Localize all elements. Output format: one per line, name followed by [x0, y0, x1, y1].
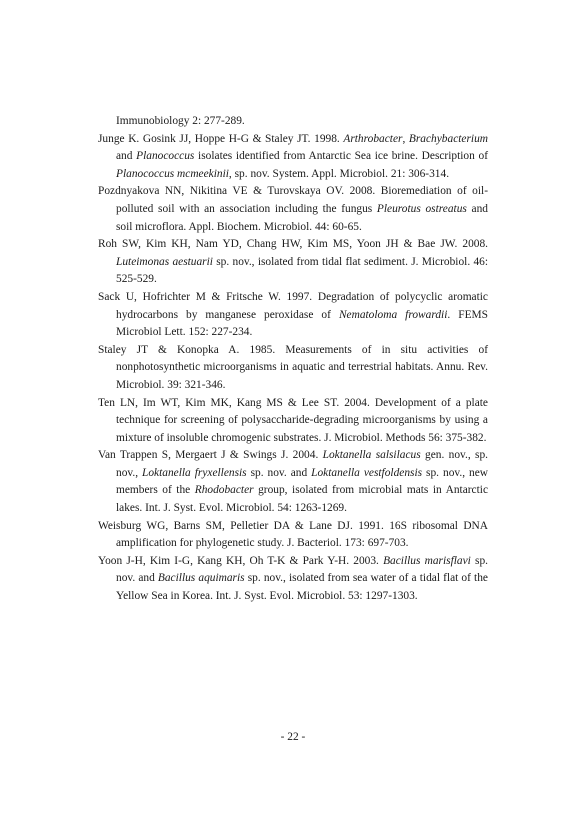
taxon-name: Brachybacterium: [408, 132, 488, 145]
reference-text: Pozdnyakova NN, Nikitina VE & Turovskaya OV. 2008. Bioremediation of oil-polluted soil with an association including the fungus: [98, 185, 488, 215]
taxon-name: Planococcus mcmeekinii: [116, 167, 229, 180]
taxon-name: Luteimonas aestuarii: [116, 255, 213, 268]
reference-text: and: [116, 150, 137, 163]
reference-text: Weisburg WG, Barns SM, Pelletier DA & Lane DJ. 1991. 16S ribosomal DNA amplification for phylogenetic study. J. Bacteriol. 173: 697-703.: [98, 519, 488, 550]
taxon-name: Nematoloma frowardii: [338, 308, 448, 321]
reference-entry: [98, 113, 488, 131]
reference-entry: [98, 447, 488, 517]
reference-text: and soil microflora. Appl. Biochem. Microbiol. 44: 60-65.: [116, 202, 488, 233]
taxon-name: Loktanella vestfoldensis: [311, 466, 423, 479]
reference-list: [98, 113, 488, 606]
reference-text: Ten LN, Im WT, Kim MK, Kang MS & Lee ST. 2004. Development of a plate technique for screening of polysaccharide-degrading microorganisms by using a mixture of insoluble chromogenic substrates. J. Microbiol. Methods 56: 375-382.: [98, 396, 488, 444]
reference-text: ,: [402, 132, 409, 145]
taxon-name: Arthrobacter: [343, 132, 403, 145]
reference-entry: [98, 395, 488, 448]
reference-text: Roh SW, Kim KH, Nam YD, Chang HW, Kim MS, Yoon JH & Bae JW. 2008.: [98, 238, 488, 251]
reference-entry: [98, 131, 488, 184]
reference-text: , sp. nov. System. Appl. Microbiol. 21: 306-314.: [228, 167, 450, 180]
reference-text: gen. nov., sp. nov.,: [116, 449, 489, 479]
reference-text: group, isolated from microbial mats in Antarctic lakes. Int. J. Syst. Evol. Microbiol. 54: 1263-1269.: [116, 484, 488, 515]
reference-text: Sack U, Hofrichter M & Fritsche W. 1997. Degradation of polycyclic aromatic hydrocarbons by manganese peroxidase of: [98, 290, 488, 321]
taxon-name: Bacillus marisflavi: [383, 554, 471, 567]
reference-text: Staley JT & Konopka A. 1985. Measurements of in situ activities of nonphotosynthetic microorganisms in aquatic and terrestrial habitats. Annu. Rev. Microbiol. 39: 321-346.: [98, 343, 488, 391]
reference-text: sp. nov., isolated from tidal flat sediment. J. Microbiol. 46: 525-529.: [116, 255, 488, 286]
taxon-name: Rhodobacter: [194, 484, 254, 497]
reference-text: Van Trappen S, Mergaert J & Swings J. 2004.: [98, 449, 323, 462]
reference-text: Yoon J-H, Kim I-G, Kang KH, Oh T-K & Park Y-H. 2003.: [98, 554, 384, 567]
page-number: - 22 -: [280, 731, 306, 743]
reference-entry: [98, 518, 488, 553]
reference-text: . FEMS Microbiol Lett. 152: 227-234.: [116, 308, 489, 339]
reference-entry: [98, 183, 488, 236]
reference-entry: [98, 236, 488, 289]
taxon-name: Loktanella fryxellensis: [142, 466, 247, 479]
reference-text: Immunobiology 2: 277-289.: [116, 115, 245, 127]
reference-text: sp. nov. and: [116, 554, 488, 585]
reference-entry: [98, 289, 488, 342]
reference-entry: [98, 553, 488, 606]
reference-entry: [98, 342, 488, 395]
reference-text: Junge K. Gosink JJ, Hoppe H-G & Staley JT. 1998.: [98, 132, 344, 145]
taxon-name: Loktanella salsilacus: [322, 449, 421, 462]
reference-text: isolates identified from Antarctic Sea ice brine. Description of: [194, 150, 488, 163]
taxon-name: Planococcus: [136, 150, 195, 163]
reference-text: sp. nov. and: [246, 466, 312, 479]
reference-text: sp. nov., new members of the: [116, 466, 488, 497]
taxon-name: Pleurotus ostreatus: [376, 202, 467, 215]
reference-text: sp. nov., isolated from sea water of a tidal flat of the Yellow Sea in Korea. Int. J. Syst. Evol. Microbiol. 53: 1297-1303.: [116, 572, 488, 603]
taxon-name: Bacillus aquimaris: [157, 572, 245, 585]
